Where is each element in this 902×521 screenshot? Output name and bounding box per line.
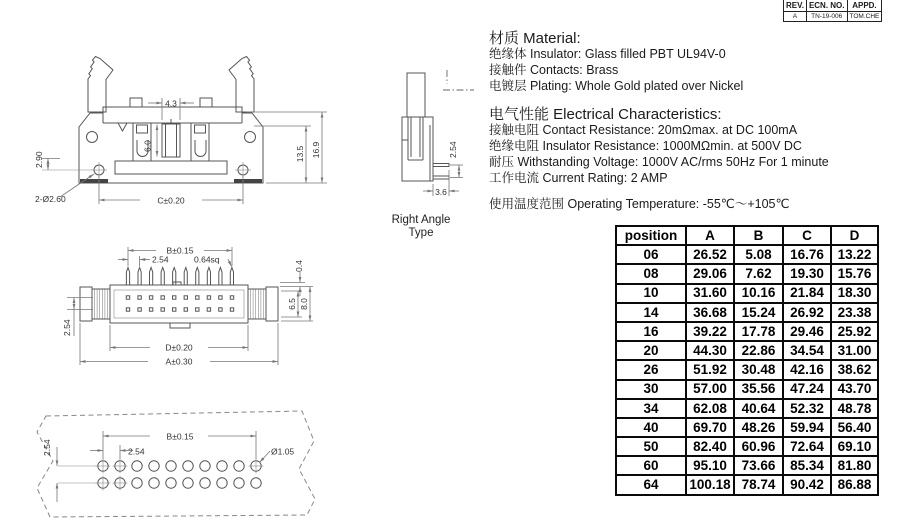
dim-cell: 56.40 <box>831 418 878 437</box>
dim-cell: 16.76 <box>783 245 831 264</box>
table-row <box>616 418 878 437</box>
column-header: position <box>616 226 686 245</box>
position-cell: 16 <box>616 322 686 341</box>
dim-cell: 21.84 <box>783 284 831 303</box>
dim-cell: 85.34 <box>783 456 831 475</box>
table-row <box>616 456 878 475</box>
dim-cell: 72.64 <box>783 437 831 456</box>
table-row <box>616 341 878 360</box>
dim-cell: 5.08 <box>734 245 783 264</box>
position-cell: 34 <box>616 399 686 418</box>
current-rating: 工作电流 Current Rating: 2 AMP <box>489 171 668 185</box>
dim-label: 8.0 <box>299 298 309 310</box>
position-cell: 20 <box>616 341 686 360</box>
dim-label: 2.54 <box>62 319 72 336</box>
dim-cell: 40.64 <box>734 399 783 418</box>
left-latch <box>88 57 113 113</box>
dim-label: 13.5 <box>295 145 305 163</box>
material-insulator: 绝缘体 Insulator: Glass filled PBT UL94V-0 <box>489 47 726 61</box>
table-row <box>616 360 878 379</box>
contact-resistance: 接触电阻 Contact Resistance: 20mΩmax. at DC 100mA <box>489 123 798 137</box>
dim-label: 6.0 <box>142 140 153 152</box>
electrical-heading: 电气性能 Electrical Characteristics: <box>489 106 722 123</box>
side-view-caption: Right Angle <box>391 214 451 226</box>
position-cell: 64 <box>616 475 686 494</box>
dim-label: B±0.15 <box>166 245 194 256</box>
dim-cell: 18.30 <box>831 284 878 303</box>
mating-face-centerline <box>443 70 474 90</box>
dim-cell: 38.62 <box>831 360 878 379</box>
position-cell: 50 <box>616 437 686 456</box>
position-cell: 40 <box>616 418 686 437</box>
dim-cell: 26.92 <box>783 303 831 322</box>
dim-cell: 57.00 <box>686 380 734 399</box>
dim-label: D±0.20 <box>165 342 193 353</box>
dim-cell: 19.30 <box>783 264 831 283</box>
insulator-resistance: 绝缘电阻 Insulator Resistance: 1000MΩmin. at 500V DC <box>489 139 802 153</box>
column-header: B <box>734 226 783 245</box>
dim-label: 2-Ø2.60 <box>35 194 66 204</box>
dim-label: C±0.20 <box>157 195 185 206</box>
dim-label: Ø1.05 <box>271 446 295 457</box>
dim-cell: 90.42 <box>783 475 831 494</box>
dim-cell: 43.70 <box>831 380 878 399</box>
material-contacts: 接触件 Contacts: Brass <box>489 63 619 77</box>
hole-pattern <box>96 459 264 491</box>
dim-cell: 36.68 <box>686 303 734 322</box>
top-view-drawing <box>62 246 313 367</box>
dim-cell: 69.10 <box>831 437 878 456</box>
dim-cell: 31.00 <box>831 341 878 360</box>
right-latch <box>229 57 254 113</box>
dim-cell: 29.46 <box>783 322 831 341</box>
table-row <box>616 245 878 264</box>
dim-cell: 25.92 <box>831 322 878 341</box>
dim-cell: 30.48 <box>734 360 783 379</box>
column-header: A <box>686 226 734 245</box>
dim-cell: 29.06 <box>686 264 734 283</box>
dim-cell: 7.62 <box>734 264 783 283</box>
table-row <box>616 303 878 322</box>
dim-cell: 73.66 <box>734 456 783 475</box>
table-header-row <box>616 226 878 245</box>
dim-cell: 100.18 <box>686 475 734 494</box>
dim-cell: 15.76 <box>831 264 878 283</box>
table-row <box>616 322 878 341</box>
dim-label: 0.4 <box>294 260 304 272</box>
dim-label: 2.90 <box>34 151 44 168</box>
dim-cell: 62.08 <box>686 399 734 418</box>
dim-label: 2.54 <box>152 254 169 265</box>
withstanding-voltage: 耐压 Withstanding Voltage: 1000V AC/rms 50Hz For 1 minute <box>489 155 829 169</box>
dim-cell: 42.16 <box>783 360 831 379</box>
dim-cell: 15.24 <box>734 303 783 322</box>
dim-cell: 17.78 <box>734 322 783 341</box>
dim-cell: 86.88 <box>831 475 878 494</box>
dim-cell: 69.70 <box>686 418 734 437</box>
position-cell: 08 <box>616 264 686 283</box>
column-header: C <box>783 226 831 245</box>
dim-cell: 35.56 <box>734 380 783 399</box>
dim-cell: 82.40 <box>686 437 734 456</box>
position-cell: 14 <box>616 303 686 322</box>
ecn-value: TN-19-006 <box>806 12 847 22</box>
dim-label: 4.3 <box>165 98 177 109</box>
position-cell: 30 <box>616 380 686 399</box>
dim-label: A±0.30 <box>165 356 193 367</box>
dim-label: 2.54 <box>448 141 458 158</box>
dim-label: 2.54 <box>128 446 145 457</box>
table-row <box>616 399 878 418</box>
dim-cell: 39.22 <box>686 322 734 341</box>
position-cell: 26 <box>616 360 686 379</box>
side-view-drawing <box>392 70 474 239</box>
dim-label: 3.6 <box>435 187 447 197</box>
dim-cell: 22.86 <box>734 341 783 360</box>
dim-cell: 26.52 <box>686 245 734 264</box>
dim-cell: 23.38 <box>831 303 878 322</box>
finish-mark <box>118 123 127 131</box>
table-row <box>616 475 878 494</box>
column-header: D <box>831 226 878 245</box>
dim-label: 2.54 <box>42 439 52 456</box>
dim-cell: 10.16 <box>734 284 783 303</box>
rev-header: REV. <box>784 0 807 12</box>
position-cell: 60 <box>616 456 686 475</box>
dim-label: B±0.15 <box>166 431 194 442</box>
dim-cell: 59.94 <box>783 418 831 437</box>
dim-cell: 60.96 <box>734 437 783 456</box>
pcb-layout-drawing <box>37 411 315 517</box>
rev-value: A <box>784 12 807 22</box>
operating-temperature: 使用温度范围 Operating Temperature: -55℃～+105℃ <box>489 197 790 211</box>
dim-cell: 95.10 <box>686 456 734 475</box>
dim-label: 0.64sq <box>194 254 220 265</box>
revision-table <box>783 0 882 22</box>
dim-cell: 51.92 <box>686 360 734 379</box>
dim-cell: 78.74 <box>734 475 783 494</box>
material-heading: 材质 Material: <box>489 30 581 47</box>
dimension-table <box>615 225 879 496</box>
dim-cell: 31.60 <box>686 284 734 303</box>
position-cell: 06 <box>616 245 686 264</box>
dim-cell: 34.54 <box>783 341 831 360</box>
dim-cell: 81.80 <box>831 456 878 475</box>
position-cell: 10 <box>616 284 686 303</box>
ecn-header: ECN. NO. <box>806 0 847 12</box>
dim-cell: 48.26 <box>734 418 783 437</box>
dim-cell: 44.30 <box>686 341 734 360</box>
table-row <box>616 264 878 283</box>
table-row <box>616 284 878 303</box>
side-view-caption: Type <box>408 227 434 239</box>
dim-label: 6.5 <box>287 298 297 310</box>
dim-cell: 47.24 <box>783 380 831 399</box>
appd-value: TOM.CHE <box>847 12 882 22</box>
table-row <box>616 437 878 456</box>
latch-hatch <box>95 290 264 319</box>
dim-cell: 48.78 <box>831 399 878 418</box>
material-plating: 电镀层 Plating: Whole Gold plated over Nickel <box>489 79 744 93</box>
dim-label: 16.9 <box>311 141 321 159</box>
dim-cell: 52.32 <box>783 399 831 418</box>
front-view-drawing <box>34 57 327 206</box>
pins-and-contacts <box>126 268 233 312</box>
table-row <box>616 380 878 399</box>
appd-header: APPD. <box>847 0 882 12</box>
dim-cell: 13.22 <box>831 245 878 264</box>
